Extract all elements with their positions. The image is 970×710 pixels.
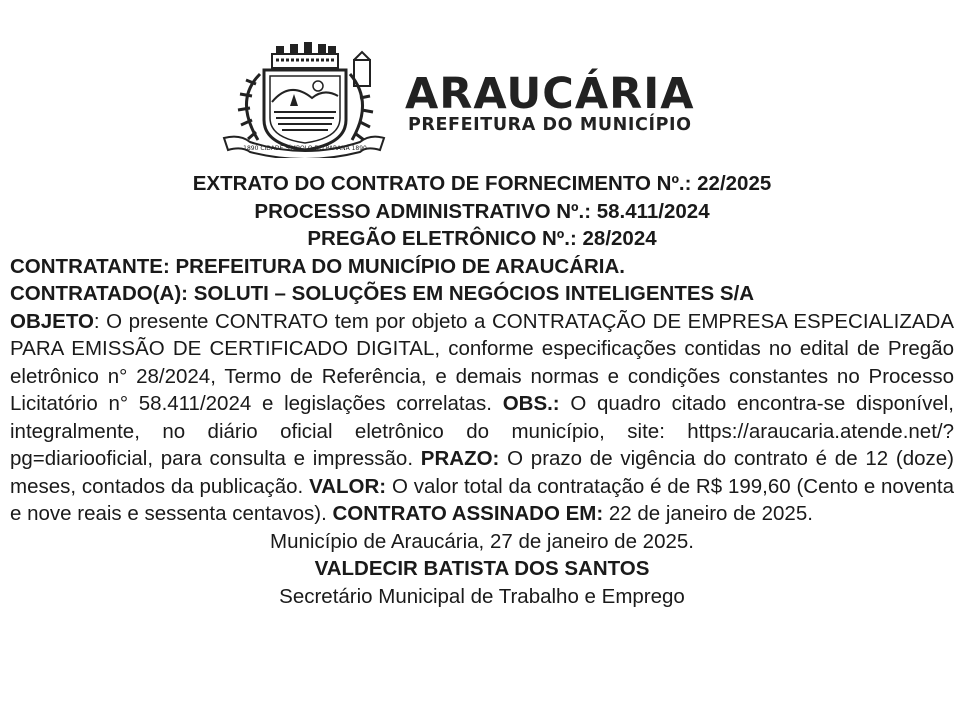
municipal-coat-of-arms-icon bbox=[220, 40, 388, 158]
contracting-party: CONTRATANTE: PREFEITURA DO MUNICÍPIO DE ARAUCÁRIA. bbox=[10, 254, 625, 278]
objeto-text: : O presente CONTRATO tem por objeto a CONTRATAÇÃO DE EMPRESA ESPECIALIZADA PARA EMISSÃO DE CERTIFICADO DIGITAL, conforme especificações contidas no edital de Pregão eletrônico n° 28/2024, Termo de Referência, e demais normas e condições constantes no Processo Licitatório n° 58.411/2024 e legislações correlatas. bbox=[10, 309, 954, 415]
valor-text: O valor total da contratação é de R$ 199,60 (Cento e noventa e nove reais e sessenta centavos). bbox=[10, 474, 954, 525]
process-number: PROCESSO ADMINISTRATIVO Nº.: 58.411/2024 bbox=[254, 199, 710, 223]
letterhead bbox=[220, 40, 760, 158]
svg-text:1890 CIDADE SÍMBOLO DO PARANÁ: 1890 CIDADE SÍMBOLO DO PARANÁ 1890 bbox=[243, 145, 367, 152]
auction-number: PREGÃO ELETRÔNICO Nº.: 28/2024 bbox=[307, 227, 657, 250]
signer-role: Secretário Municipal de Trabalho e Emprego bbox=[279, 584, 685, 608]
signed-on-label: CONTRATO ASSINADO EM: bbox=[332, 502, 604, 525]
contract-title: EXTRATO DO CONTRATO DE FORNECIMENTO Nº.: 22/2025 bbox=[192, 172, 772, 195]
contracted-party: CONTRATADO(A): SOLUTI – SOLUÇÕES EM NEGÓCIOS INTELIGENTES S/A bbox=[10, 282, 755, 305]
prazo-text: O prazo de vigência do contrato é de 12 (doze) meses, contados da publicação. bbox=[10, 447, 955, 498]
document-body bbox=[10, 170, 954, 610]
brand-subtitle: PREFEITURA DO MUNICÍPIO bbox=[408, 115, 692, 135]
obs-label: OBS.: bbox=[502, 392, 560, 415]
contract-details-paragraph bbox=[10, 308, 954, 528]
place-date: Município de Araucária, 27 de janeiro de 2025. bbox=[270, 529, 694, 553]
objeto-label: OBJETO bbox=[10, 309, 94, 333]
brand-name: ARAUCÁRIA bbox=[405, 69, 695, 119]
prazo-label: PRAZO: bbox=[420, 447, 500, 470]
signed-on-text: 22 de janeiro de 2025. bbox=[603, 502, 813, 525]
signer-name: VALDECIR BATISTA DOS SANTOS bbox=[314, 557, 650, 580]
valor-label: VALOR: bbox=[309, 474, 387, 498]
obs-text: O quadro citado encontra-se disponível, integralmente, no diário oficial eletrônico do município, site: https://araucaria.atende.net/?pg=diariooficial, para consulta e impressão. bbox=[10, 392, 954, 470]
